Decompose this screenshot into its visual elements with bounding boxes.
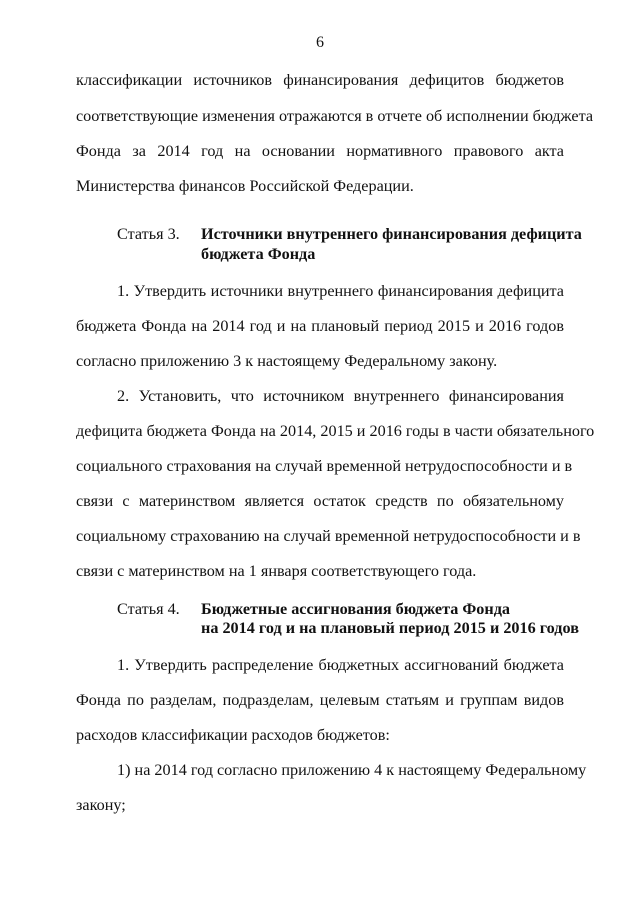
text-line: Фонда по разделам, подразделам, целевым статьям и группам видов	[76, 691, 564, 709]
text-line: Фонда за 2014 год на основании нормативного правового акта	[76, 142, 564, 160]
text-line: социального страхования на случай временной нетрудоспособности и в	[76, 457, 573, 475]
text-line: классификации источников финансирования дефицитов бюджетов	[76, 71, 564, 89]
article-title-line: бюджета Фонда	[201, 245, 316, 263]
article-label: Статья 3.	[117, 225, 180, 243]
text-line: дефицита бюджета Фонда на 2014, 2015 и 2016 годы в части обязательного	[76, 422, 595, 440]
text-line: социальному страхованию на случай временной нетрудоспособности и в	[76, 527, 581, 545]
text-line: 1. Утвердить распределение бюджетных ассигнований бюджета	[117, 656, 564, 674]
text-line: 1) на 2014 год согласно приложению 4 к настоящему Федеральному	[117, 761, 587, 779]
text-line: бюджета Фонда на 2014 год и на плановый период 2015 и 2016 годов	[76, 317, 564, 335]
text-line: закону;	[76, 796, 126, 814]
text-line: связи с материнством является остаток средств по обязательному	[76, 492, 564, 510]
text-line: Министерства финансов Российской Федерации.	[76, 177, 414, 195]
article-title-line: Бюджетные ассигнования бюджета Фонда	[201, 600, 510, 618]
text-line: расходов классификации расходов бюджетов:	[76, 726, 390, 744]
article-title-line: на 2014 год и на плановый период 2015 и 2016 годов	[201, 619, 579, 637]
text-line: 2. Установить, что источником внутреннего финансирования	[117, 387, 564, 405]
text-line: соответствующие изменения отражаются в отчете об исполнении бюджета	[76, 107, 594, 125]
text-line: согласно приложению 3 к настоящему Федеральному закону.	[76, 352, 498, 370]
text-line: связи с материнством на 1 января соответствующего года.	[76, 562, 477, 580]
article-label: Статья 4.	[117, 600, 180, 618]
page-number: 6	[316, 34, 324, 51]
text-line: 1. Утвердить источники внутреннего финансирования дефицита	[117, 282, 564, 300]
article-title-line: Источники внутреннего финансирования дефицита	[201, 225, 582, 243]
